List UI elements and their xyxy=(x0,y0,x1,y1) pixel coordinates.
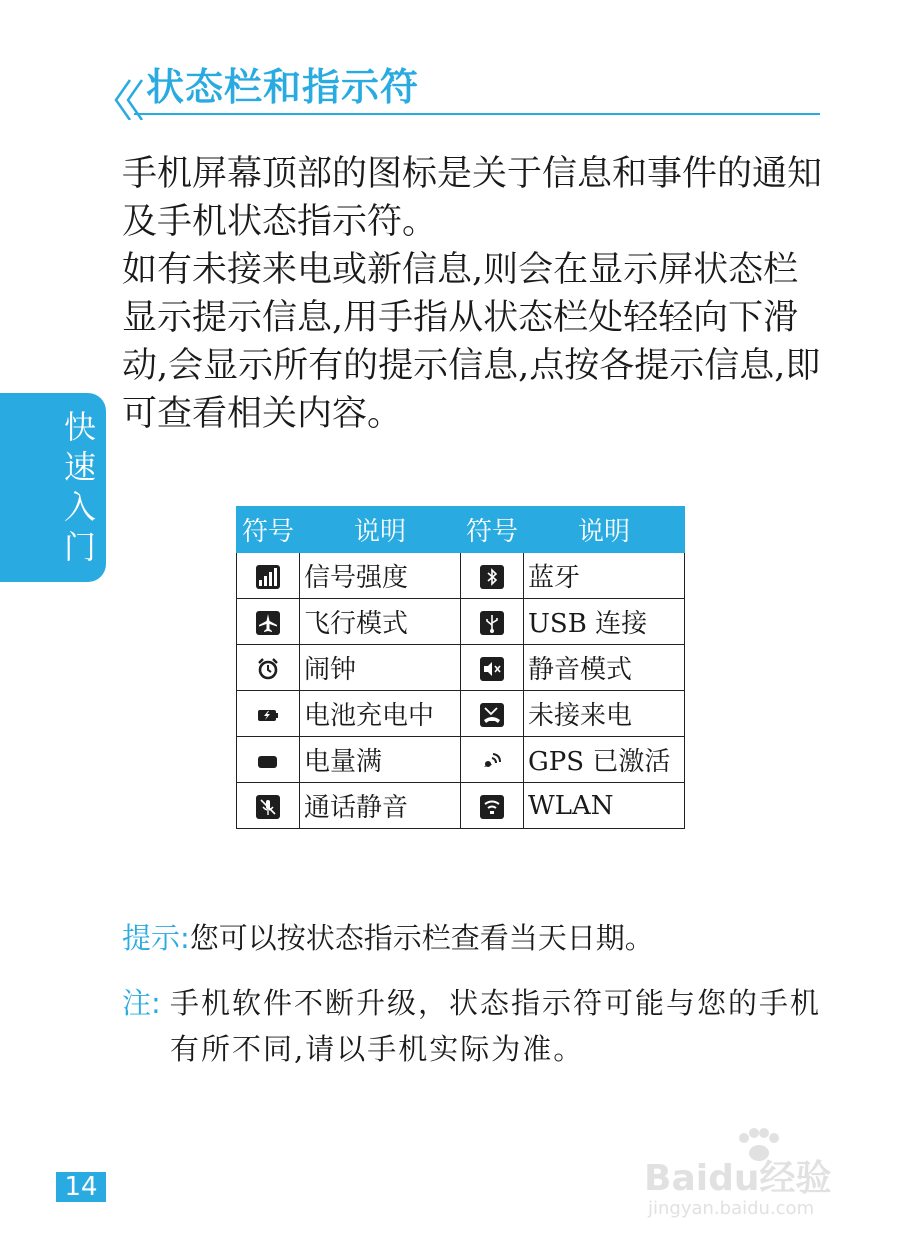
battery-charging-icon xyxy=(256,703,280,727)
usb-icon xyxy=(480,611,504,635)
intro-text xyxy=(122,150,822,438)
table-cell-description: USB 连接 xyxy=(524,599,685,645)
chapter-side-tab-label: 快速入门 xyxy=(63,408,96,566)
table-row xyxy=(237,599,685,645)
chapter-side-tab xyxy=(0,393,106,582)
missed-call-icon xyxy=(480,703,504,727)
note-text: 手机软件不断升级，状态指示符可能与您的手机有所不同,请以手机实际为准。 xyxy=(170,986,822,1066)
tip-label: 提示: xyxy=(122,921,190,955)
table-header-row xyxy=(237,507,685,553)
tip-text: 您可以按状态指示栏查看当天日期。 xyxy=(189,921,654,955)
note-block xyxy=(122,980,832,1072)
wlan-icon xyxy=(480,795,504,819)
signal-strength-icon xyxy=(256,565,280,589)
intro-paragraph-2: 如有未接来电或新信息,则会在显示屏状态栏显示提示信息,用手指从状态栏处轻轻向下滑动,会显示所有的提示信息,点按各提示信息,即可查看相关内容。 xyxy=(122,250,821,434)
table-cell-description: 电池充电中 xyxy=(300,691,461,737)
gps-icon xyxy=(480,749,504,773)
airplane-mode-icon xyxy=(256,611,280,635)
status-icon-table xyxy=(236,506,685,829)
table-cell-description: 电量满 xyxy=(300,737,461,783)
table-row xyxy=(237,737,685,783)
bluetooth-icon xyxy=(480,565,504,589)
section-header xyxy=(112,62,820,118)
table-cell-description: 未接来电 xyxy=(524,691,685,737)
battery-full-icon xyxy=(256,749,280,773)
table-cell-description: 飞行模式 xyxy=(300,599,461,645)
table-cell-description: WLAN xyxy=(524,783,685,829)
watermark-brand: Baidu经验 xyxy=(644,1158,832,1199)
alarm-clock-icon xyxy=(256,657,280,681)
page-number: 14 xyxy=(56,1172,106,1202)
table-cell-description: 闹钟 xyxy=(300,645,461,691)
table-row xyxy=(237,645,685,691)
table-cell-description: 通话静音 xyxy=(300,783,461,829)
mute-icon xyxy=(480,657,504,681)
intro-paragraph-1: 手机屏幕顶部的图标是关于信息和事件的通知及手机状态指示符。 xyxy=(122,154,823,242)
table-row xyxy=(237,783,685,829)
section-title: 状态栏和指示符 xyxy=(146,65,420,109)
watermark xyxy=(640,1128,870,1228)
header-symbol-2: 符号 xyxy=(461,507,524,553)
header-description-1: 说明 xyxy=(300,507,461,553)
tip-line xyxy=(122,918,654,958)
header-underline xyxy=(134,113,820,115)
table-cell-description: GPS 已激活 xyxy=(524,737,685,783)
note-label: 注: xyxy=(122,986,161,1020)
table-cell-description: 信号强度 xyxy=(300,553,461,599)
header-symbol-1: 符号 xyxy=(237,507,300,553)
table-cell-description: 蓝牙 xyxy=(524,553,685,599)
watermark-site: jingyan.baidu.com xyxy=(648,1198,815,1219)
mic-mute-icon xyxy=(256,795,280,819)
header-description-2: 说明 xyxy=(524,507,685,553)
table-row xyxy=(237,691,685,737)
table-row xyxy=(237,553,685,599)
table-cell-description: 静音模式 xyxy=(524,645,685,691)
